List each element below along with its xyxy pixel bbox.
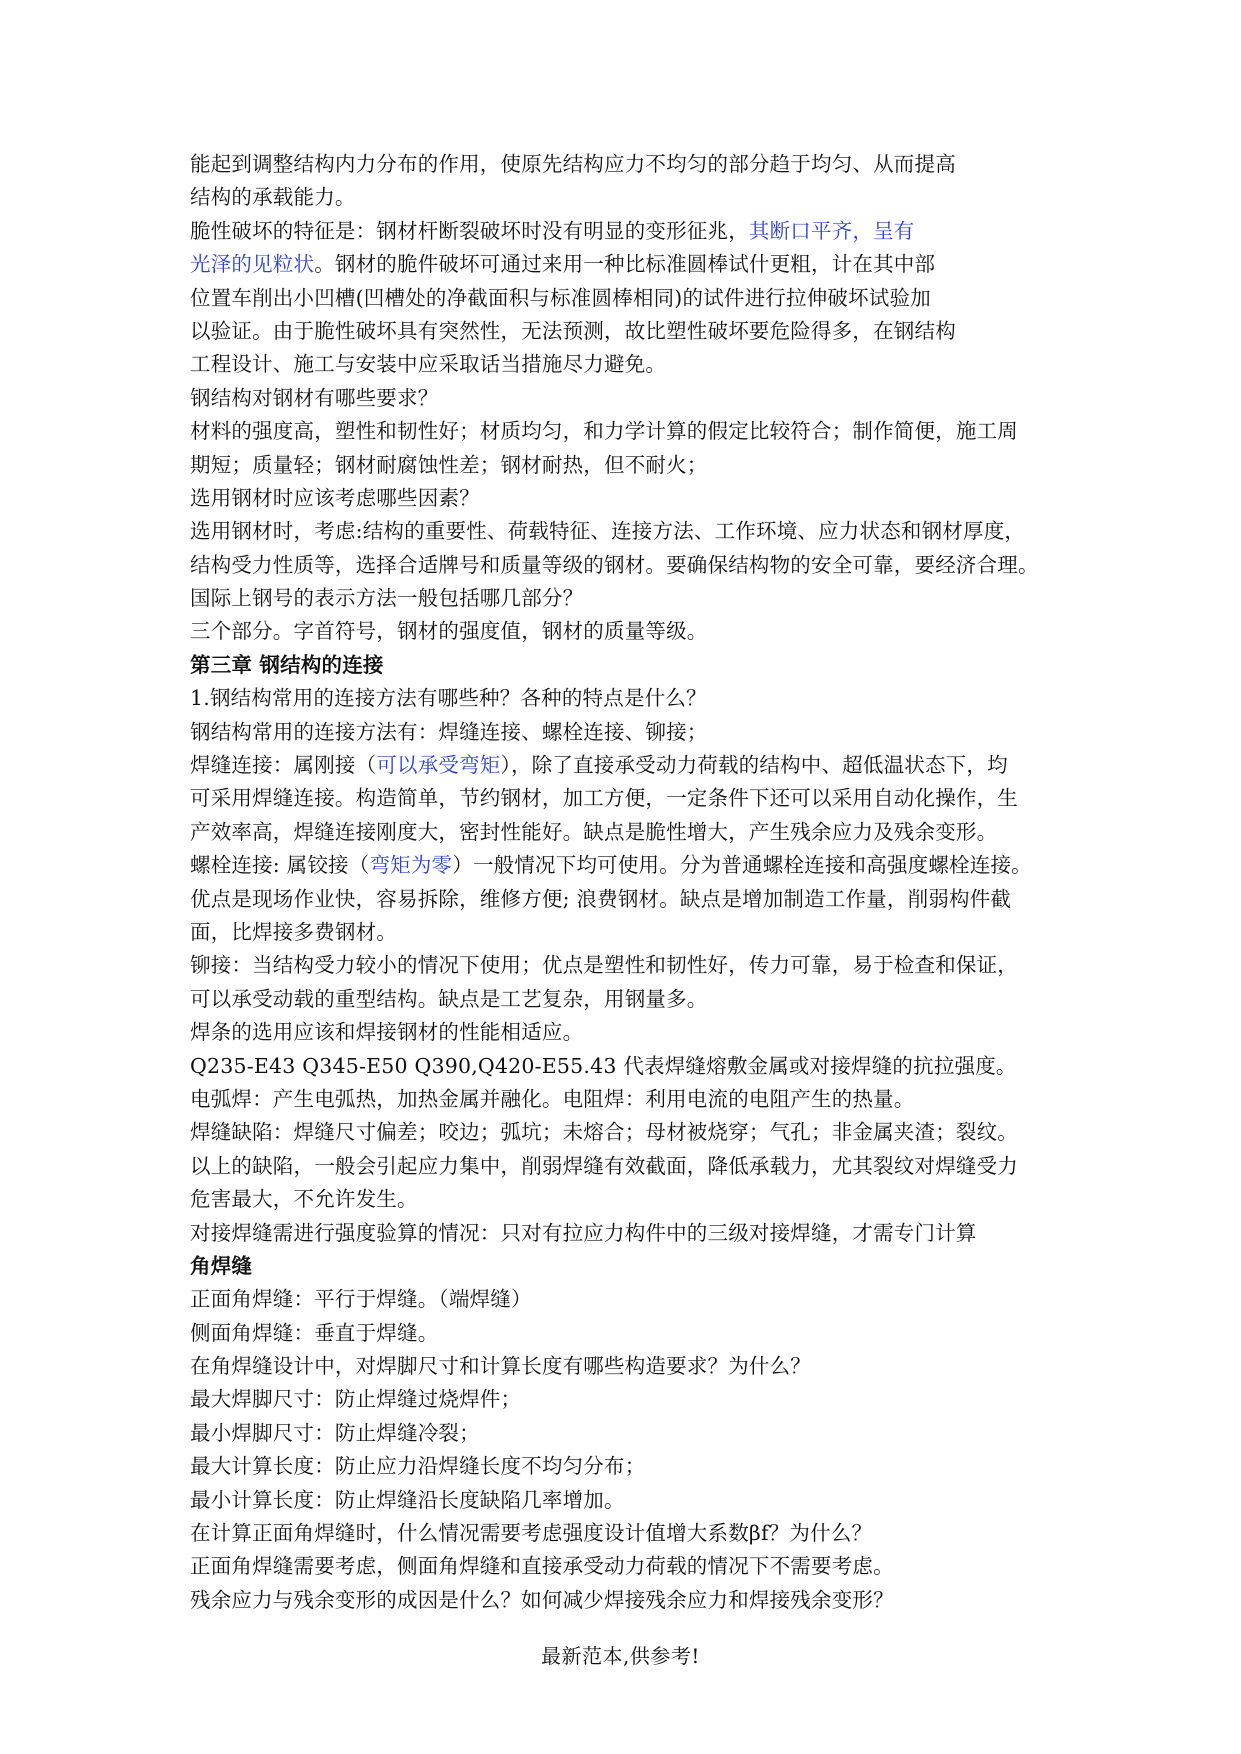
text-segment: 正面角焊缝：平行于焊缝。（端焊缝） — [190, 1287, 532, 1312]
section-heading: 第三章 钢结构的连接 — [190, 652, 384, 677]
text-segment: 产效率高，焊缝连接刚度大，密封性能好。缺点是脆性增大，产生残余应力及残余变形。 — [190, 819, 998, 844]
text-line — [190, 1116, 1060, 1149]
text-segment: 脆性破坏的特征是：钢材杆断裂破坏时没有明显的变形征兆， — [190, 218, 749, 243]
text-line — [190, 883, 1060, 916]
text-line — [190, 1050, 1060, 1083]
text-segment: 以上的缺陷，一般会引起应力集中，削弱焊缝有效截面，降低承载力，尤其裂纹对焊缝受力 — [190, 1153, 1018, 1178]
text-line — [190, 1283, 1060, 1316]
text-segment: 钢结构常用的连接方法有：焊缝连接、螺栓连接、铆接； — [190, 719, 708, 744]
text-line — [190, 1450, 1060, 1483]
text-line — [190, 1417, 1060, 1450]
text-segment: 工程设计、施工与安装中应采取话当措施尽力避免。 — [190, 352, 667, 377]
text-line — [190, 1217, 1060, 1250]
text-segment: 残余应力与残余变形的成因是什么？如何减少焊接残余应力和焊接残余变形？ — [190, 1587, 894, 1612]
text-segment: 国际上钢号的表示方法一般包括哪几部分？ — [190, 586, 584, 611]
text-segment: 在计算正面角焊缝时，什么情况需要考虑强度设计值增大系数βf？为什么？ — [190, 1521, 873, 1546]
text-line — [190, 348, 1060, 381]
text-line — [190, 181, 1060, 214]
section-heading: 角焊缝 — [190, 1253, 253, 1278]
text-segment: 选用钢材时，考虑:结构的重要性、荷载特征、连接方法、工作环境、应力状态和钢材厚度， — [190, 519, 1026, 544]
text-line — [190, 1550, 1060, 1583]
text-segment: 结构的承载能力。 — [190, 185, 356, 210]
text-segment: 对接焊缝需进行强度验算的情况：只对有拉应力构件中的三级对接焊缝，才需专门计算 — [190, 1220, 977, 1245]
text-line — [190, 983, 1060, 1016]
text-line — [190, 215, 1060, 248]
text-line — [190, 549, 1060, 582]
highlighted-text: 可以承受弯矩 — [376, 753, 501, 778]
text-line — [190, 849, 1060, 882]
text-line — [190, 1584, 1060, 1617]
text-line — [190, 515, 1060, 548]
text-segment: 焊条的选用应该和焊接钢材的性能相适应。 — [190, 1020, 584, 1045]
text-segment: 结构受力性质等，选择合适牌号和质量等级的钢材。要确保结构物的安全可靠，要经济合理。 — [190, 552, 1039, 577]
text-segment: 螺栓连接: 属铰接（ — [190, 853, 370, 878]
text-segment: 可以承受动载的重型结构。缺点是工艺复杂，用钢量多。 — [190, 986, 708, 1011]
text-line — [190, 315, 1060, 348]
text-segment: 钢结构对钢材有哪些要求？ — [190, 385, 439, 410]
text-line — [190, 916, 1060, 949]
text-line — [190, 649, 1060, 682]
text-segment: 期短；质量轻；钢材耐腐蚀性差；钢材耐热，但不耐火； — [190, 452, 708, 477]
text-segment: 最大计算长度：防止应力沿焊缝长度不均匀分布； — [190, 1454, 646, 1479]
text-line — [190, 1350, 1060, 1383]
highlighted-text: 光泽的见粒状 — [190, 252, 315, 277]
text-segment: 选用钢材时应该考虑哪些因素？ — [190, 485, 480, 510]
text-line — [190, 1016, 1060, 1049]
text-segment: 电弧焊：产生电弧热，加热金属并融化。电阻焊：利用电流的电阻产生的热量。 — [190, 1086, 915, 1111]
text-segment: Q235-E43 Q345-E50 Q390,Q420-E55.43 代表焊缝熔敷金属或对接焊缝的抗拉强度。 — [190, 1053, 1017, 1078]
text-segment: 危害最大，不允许发生。 — [190, 1187, 418, 1212]
text-segment: ），除了直接承受动力荷载的结构中、超低温状态下，均 — [500, 753, 1008, 778]
text-segment: 以验证。由于脆性破坏具有突然性，无法预测，故比塑性破坏要危险得多，在钢结构 — [190, 318, 956, 343]
text-segment: 最大焊脚尺寸：防止焊缝过烧焊件； — [190, 1387, 522, 1412]
text-line — [190, 1383, 1060, 1416]
page-footer: 最新范本,供参考! — [541, 1644, 700, 1668]
text-segment: 最小计算长度：防止焊缝沿长度缺陷几率增加。 — [190, 1487, 625, 1512]
text-line — [190, 582, 1060, 615]
text-line — [190, 949, 1060, 982]
text-line — [190, 1317, 1060, 1350]
text-line — [190, 749, 1060, 782]
text-line — [190, 682, 1060, 715]
text-line — [190, 782, 1060, 815]
text-line — [190, 615, 1060, 648]
text-segment: 最小焊脚尺寸：防止焊缝冷裂； — [190, 1420, 480, 1445]
text-line — [190, 1484, 1060, 1517]
text-segment: 铆接：当结构受力较小的情况下使用；优点是塑性和韧性好，传力可靠，易于检查和保证， — [190, 953, 1018, 978]
text-line — [190, 1250, 1060, 1283]
text-segment: 正面角焊缝需要考虑，侧面角焊缝和直接承受动力荷载的情况下不需要考虑。 — [190, 1554, 894, 1579]
text-segment: 面，比焊接多费钢材。 — [190, 919, 397, 944]
text-segment: 位置车削出小凹槽(凹槽处的净截面积与标准圆棒相同)的试件进行拉伸破坏试验加 — [190, 285, 931, 310]
text-segment: 材料的强度高，塑性和韧性好；材质均匀，和力学计算的假定比较符合；制作简便，施工周 — [190, 419, 1018, 444]
text-segment: 在角焊缝设计中，对焊脚尺寸和计算长度有哪些构造要求？为什么？ — [190, 1354, 811, 1379]
text-segment: 焊缝缺陷：焊缝尺寸偏差；咬边；弧坑；未熔合；母材被烧穿；气孔；非金属夹渣；裂纹。 — [190, 1120, 1018, 1145]
text-line — [190, 1517, 1060, 1550]
text-line — [190, 1083, 1060, 1116]
text-segment: 优点是现场作业快，容易拆除，维修方便; 浪费钢材。缺点是增加制造工作量，削弱构件截 — [190, 886, 1012, 911]
text-segment: 1.钢结构常用的连接方法有哪些种？各种的特点是什么？ — [190, 686, 707, 711]
text-line — [190, 482, 1060, 515]
text-segment: 能起到调整结构内力分布的作用，使原先结构应力不均匀的部分趋于均匀、从而提高 — [190, 152, 956, 176]
text-line — [190, 449, 1060, 482]
text-line — [190, 415, 1060, 448]
text-segment: ）一般情况下均可使用。分为普通螺栓连接和高强度螺栓连接。 — [452, 853, 1032, 878]
text-segment: 可采用焊缝连接。构造简单，节约钢材，加工方便，一定条件下还可以采用自动化操作，生 — [190, 786, 1018, 811]
text-line — [190, 816, 1060, 849]
text-line — [190, 1183, 1060, 1216]
text-segment: 三个部分。字首符号，钢材的强度值，钢材的质量等级。 — [190, 619, 708, 644]
text-segment: 侧面角焊缝：垂直于焊缝。 — [190, 1320, 439, 1345]
text-segment: 焊缝连接：属刚接（ — [190, 753, 377, 778]
text-line — [190, 248, 1060, 281]
document-body — [190, 148, 1060, 1617]
text-segment: 。钢材的脆件破坏可通过来用一种比标准圆棒试什更粗，计在其中部 — [314, 252, 936, 277]
text-line — [190, 148, 1060, 181]
text-line — [190, 716, 1060, 749]
text-line — [190, 1150, 1060, 1183]
highlighted-text: 其断口平齐，呈有 — [748, 218, 915, 243]
text-line — [190, 282, 1060, 315]
highlighted-text: 弯矩为零 — [369, 853, 453, 878]
text-line — [190, 382, 1060, 415]
